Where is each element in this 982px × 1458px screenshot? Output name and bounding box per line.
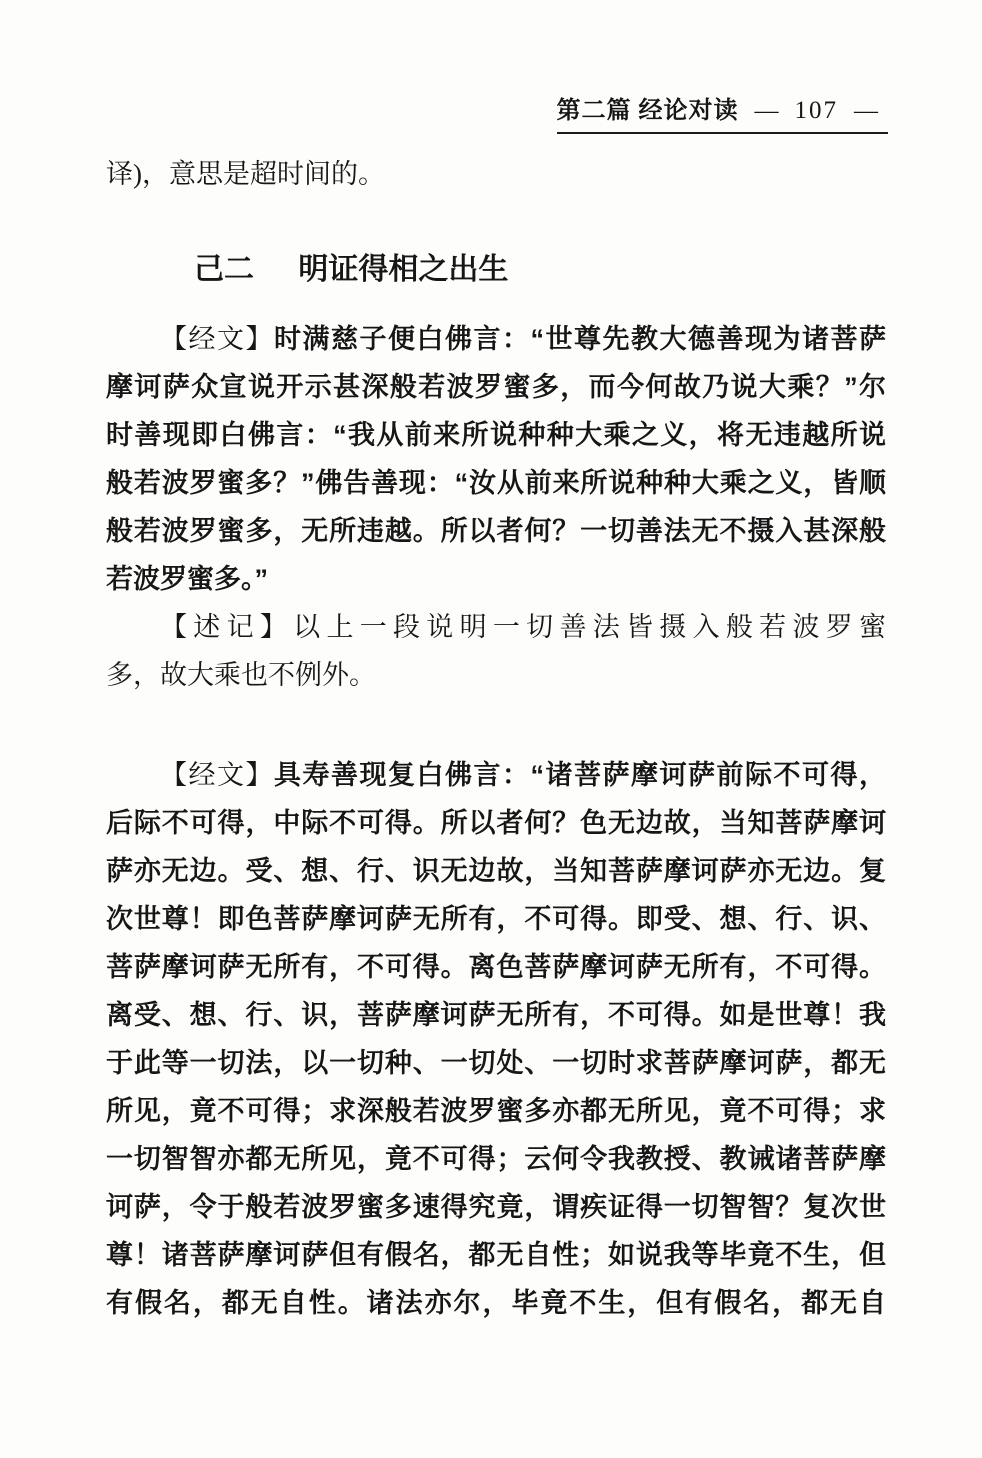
paragraph-label: 【经文】 — [160, 760, 274, 790]
paragraph-label: 【经文】 — [160, 324, 274, 354]
header-dash-right: — — [854, 98, 878, 124]
text-line: 多，故大乘也不例外。 — [106, 660, 376, 690]
paragraph-sutra-2 — [106, 751, 886, 1327]
text-line: 若波罗蜜多。” — [106, 564, 268, 594]
text-line: 【述记】以上一段说明一切善法皆摄入般若波罗蜜 — [160, 612, 886, 642]
text-line: 般若波罗蜜多，无所违越。所以者何？一切善法无不摄入甚深般 — [106, 516, 886, 546]
heading-number: 己二 — [194, 253, 254, 286]
paragraph-continuation — [106, 150, 886, 198]
text-line: 后际不可得，中际不可得。所以者何？色无边故，当知菩萨摩诃 — [106, 808, 886, 838]
text-line: 般若波罗蜜多？”佛告善现：“汝从前来所说种种大乘之义，皆顺 — [106, 468, 886, 498]
text-line: 菩萨摩诃萨无所有，不可得。离色菩萨摩诃萨无所有，不可得。 — [106, 952, 886, 982]
section-title: 第二篇 经论对读 — [556, 98, 739, 124]
text-line: 摩诃萨众宣说开示甚深般若波罗蜜多，而今何故乃说大乘？”尔 — [106, 372, 886, 402]
text-line: 萨亦无边。受、想、行、识无边故，当知菩萨摩诃萨亦无边。复 — [106, 856, 886, 886]
page-number: 107 — [794, 97, 838, 124]
paragraph-label: 【述记】 — [160, 612, 294, 642]
text-line: 一切智智亦都无所见，竟不可得；云何令我教授、教诫诸菩萨摩 — [106, 1144, 886, 1174]
text-line: 所见，竟不可得；求深般若波罗蜜多亦都无所见，竟不可得；求 — [106, 1096, 886, 1126]
header-dash-left: — — [754, 98, 779, 124]
paragraph-sutra-1 — [106, 315, 886, 603]
text-line: 译)，意思是超时间的。 — [106, 159, 385, 189]
section-heading — [106, 253, 886, 287]
text-line: 时善现即白佛言：“我从前来所说种种大乘之义，将无违越所说 — [106, 420, 886, 450]
page-header — [557, 90, 889, 134]
text-line: 【经文】时满慈子便白佛言：“世尊先教大德善现为诸菩萨 — [160, 324, 886, 354]
text-line: 于此等一切法，以一切种、一切处、一切时求菩萨摩诃萨，都无 — [106, 1048, 886, 1078]
text-line: 尊！诸菩萨摩诃萨但有假名，都无自性；如说我等毕竟不生，但 — [106, 1240, 886, 1270]
paragraph-commentary — [106, 603, 886, 699]
text-line: 有假名，都无自性。诸法亦尔，毕竟不生，但有假名，都无自 — [106, 1288, 886, 1318]
text-line: 诃萨，令于般若波罗蜜多速得究竟，谓疾证得一切智智？复次世 — [106, 1192, 886, 1222]
text-line: 【经文】具寿善现复白佛言：“诸菩萨摩诃萨前际不可得， — [160, 760, 886, 790]
text-line: 次世尊！即色菩萨摩诃萨无所有，不可得。即受、想、行、识、 — [106, 904, 886, 934]
heading-title: 明证得相之出生 — [298, 253, 509, 286]
text-line: 离受、想、行、识，菩萨摩诃萨无所有，不可得。如是世尊！我 — [106, 1000, 886, 1030]
page-body — [106, 150, 886, 1327]
running-head — [557, 90, 889, 134]
